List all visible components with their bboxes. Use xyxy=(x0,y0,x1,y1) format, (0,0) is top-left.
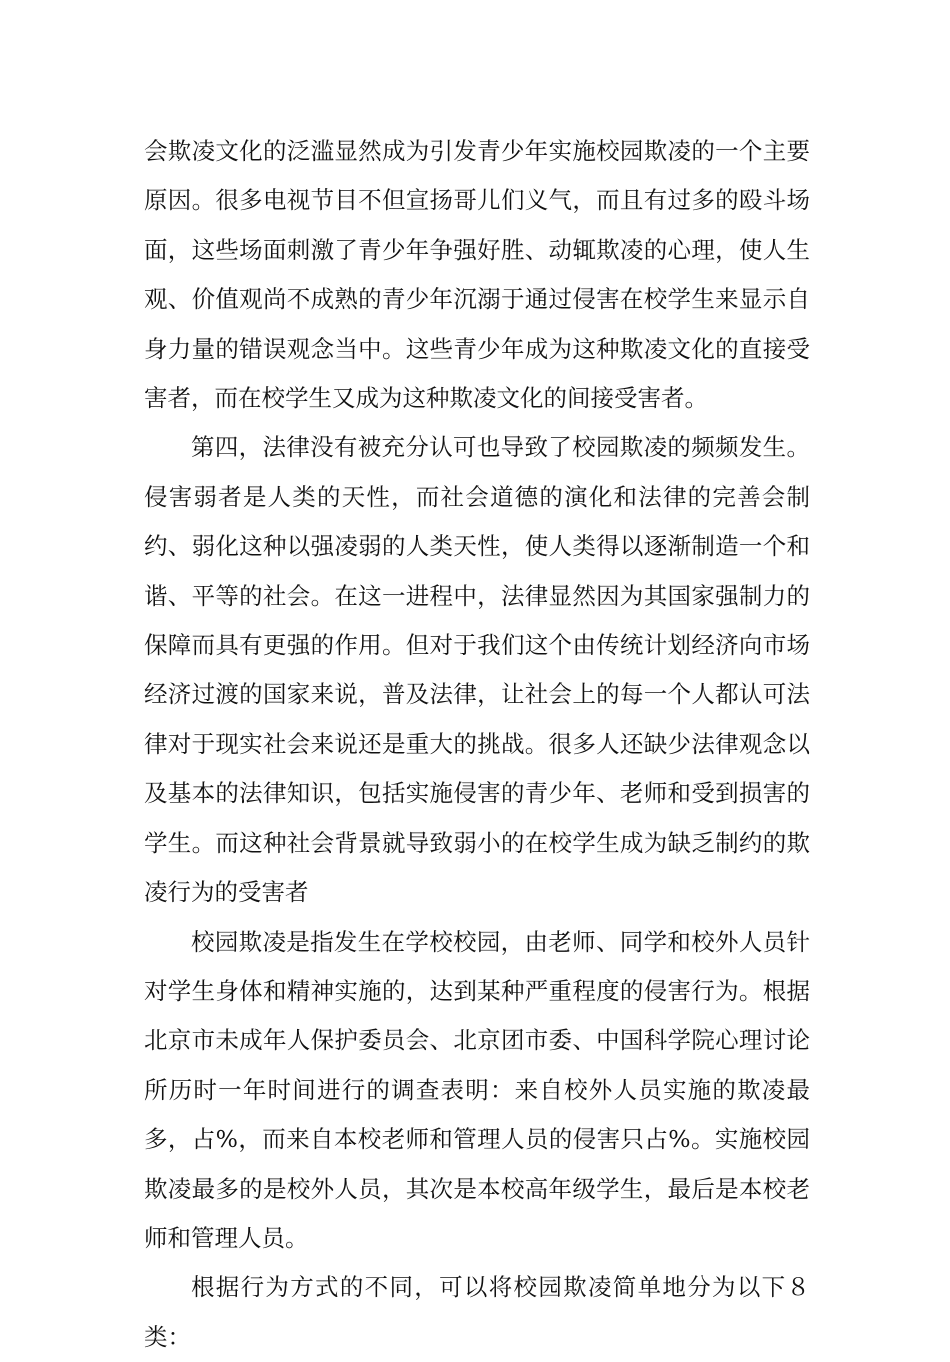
paragraph-1: 会欺凌文化的泛滥显然成为引发青少年实施校园欺凌的一个主要原因。很多电视节目不但宣扬哥儿们义气，而且有过多的殴斗场面，这些场面刺激了青少年争强好胜、动辄欺凌的心理，使人生观、价值观尚不成熟的青少年沉溺于通过侵害在校学生来显示自身力量的错误观念当中。这些青少年成为这种欺凌文化的直接受害者，而在校学生又成为这种欺凌文化的间接受害者。 xyxy=(144,137,810,413)
document-body xyxy=(144,127,810,1362)
paragraph-2: 第四，法律没有被充分认可也导致了校园欺凌的频频发生。侵害弱者是人类的天性，而社会道德的演化和法律的完善会制约、弱化这种以强凌弱的人类天性，使人类得以逐渐制造一个和谐、平等的社会。在这一进程中，法律显然因为其国家强制力的保障而具有更强的作用。但对于我们这个由传统计划经济向市场经济过渡的国家来说，普及法律，让社会上的每一个人都认可法律对于现实社会来说还是重大的挑战。很多人还缺少法律观念以及基本的法律知识，包括实施侵害的青少年、老师和受到损害的学生。而这种社会背景就导致弱小的在校学生成为缺乏制约的欺凌行为的受害者 xyxy=(144,433,810,907)
paragraph-3: 校园欺凌是指发生在学校校园，由老师、同学和校外人员针对学生身体和精神实施的，达到某种严重程度的侵害行为。根据北京市未成年人保护委员会、北京团市委、中国科学院心理讨论所历时一年时间进行的调查表明：来自校外人员实施的欺凌最多，占%，而来自本校老师和管理人员的侵害只占%。实施校园欺凌最多的是校外人员，其次是本校高年级学生，最后是本校老师和管理人员。 xyxy=(144,927,810,1252)
paragraph-4: 根据行为方式的不同，可以将校园欺凌简单地分为以下８类： xyxy=(144,1273,810,1351)
